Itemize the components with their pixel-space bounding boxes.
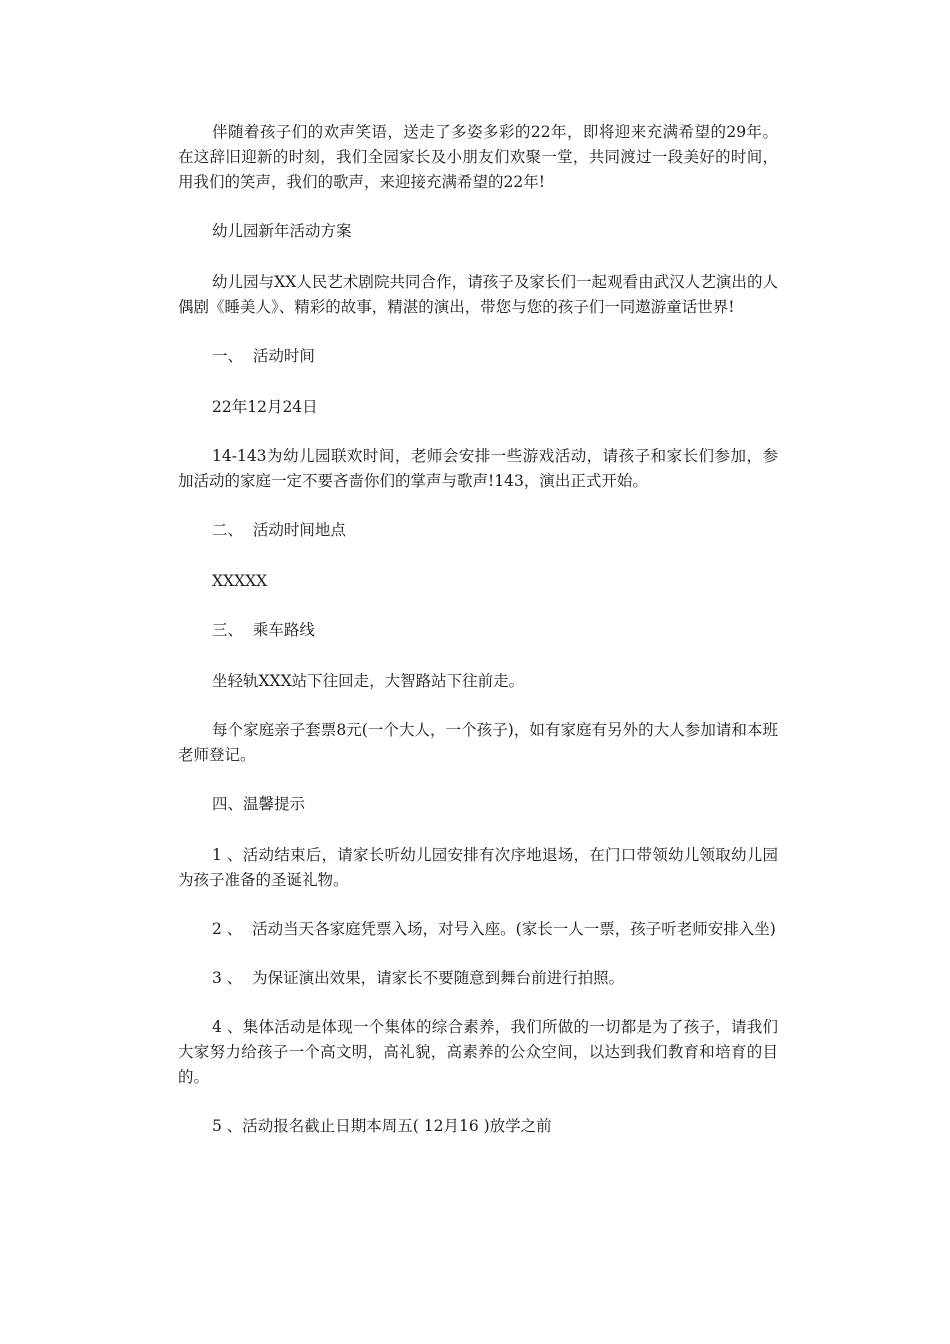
intro-paragraph: 伴随着孩子们的欢声笑语，送走了多姿多彩的22年，即将迎来充满希望的29年。在这辞旧迎新的时刻，我们全园家长及小朋友们欢聚一堂，共同渡过一段美好的时间，用我们的笑声，我们的歌声，来迎接充满希望的22年! [178, 123, 778, 191]
document-body [178, 120, 778, 1163]
tip-item-3: 3 、 为保证演出效果，请家长不要随意到舞台前进行拍照。 [212, 969, 625, 987]
ticket-paragraph: 每个家庭亲子套票8元(一个大人，一个孩子)，如有家庭有另外的大人参加请和本班老师登记。 [178, 721, 778, 764]
document-title: 幼儿园新年活动方案 [212, 222, 352, 240]
event-date: 22年12月24日 [212, 398, 318, 416]
section-heading-time: 一、 活动时间 [212, 347, 315, 365]
tip-item-1: 1 、活动结束后，请家长听幼儿园安排有次序地退场，在门口带领幼儿领取幼儿园为孩子准备的圣诞礼物。 [178, 846, 778, 889]
tip-item-5: 5 、活动报名截止日期本周五( 12月16 )放学之前 [212, 1117, 552, 1135]
section-heading-route: 三、 乘车路线 [212, 621, 315, 639]
schedule-paragraph: 14-143为幼儿园联欢时间，老师会安排一些游戏活动，请孩子和家长们参加，参加活动的家庭一定不要吝啬你们的掌声与歌声!143，演出正式开始。 [178, 447, 778, 490]
tip-item-4: 4 、集体活动是体现一个集体的综合素养，我们所做的一切都是为了孩子，请我们大家努力给孩子一个高文明，高礼貌，高素养的公众空间，以达到我们教育和培育的目的。 [178, 1018, 778, 1086]
location-text: XXXXX [212, 572, 268, 590]
route-text: 坐轻轨XXX站下往回走，大智路站下往前走。 [212, 672, 525, 690]
tip-item-2: 2 、 活动当天各家庭凭票入场，对号入座。(家长一人一票，孩子听老师安排入坐) [212, 920, 776, 938]
cooperation-paragraph: 幼儿园与XX人民艺术剧院共同合作，请孩子及家长们一起观看由武汉人艺演出的人偶剧《睡美人》、精彩的故事，精湛的演出，带您与您的孩子们一同遨游童话世界! [178, 273, 778, 316]
section-heading-tips: 四、温馨提示 [212, 795, 306, 813]
section-heading-location: 二、 活动时间地点 [212, 521, 346, 539]
